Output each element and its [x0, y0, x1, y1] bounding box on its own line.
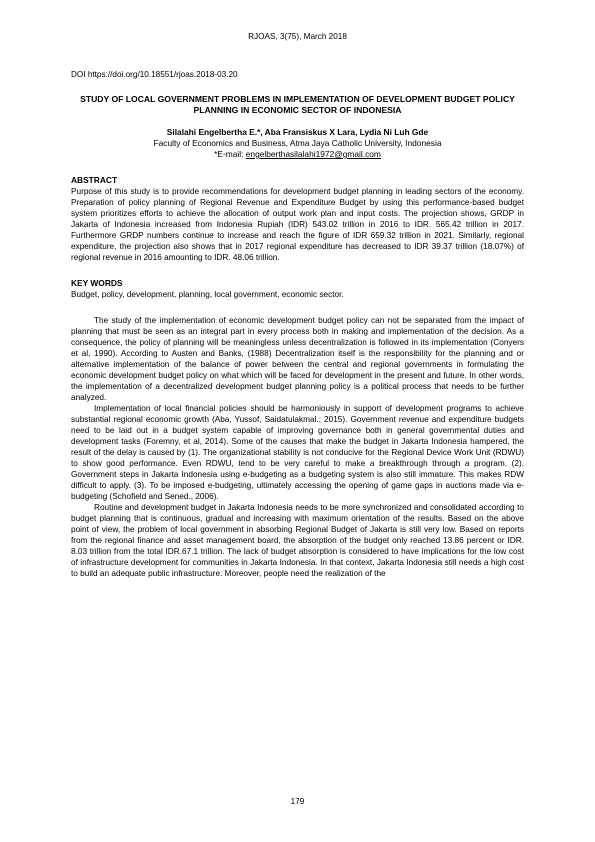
author-list: Silalahi Engelbertha E.*, Aba Fransiskus X Lara, Lydia Ni Luh Gde [166, 127, 429, 137]
doi-line[interactable]: DOI https://doi.org/10.18551/rjoas.2018-03.20 [71, 70, 238, 79]
body-paragraph: Implementation of local financial policies should be harmoniously in support of development programs to achieve substantial regional economic growth (Aba, Yussof, Saidatulakmal.; 2015). Government revenue and expenditure budgets need to be laid out in a budget system capable of improving governance both in general governmental duties and development tasks (Foremny, et al, 2014). Some of the causes that make the budget in Jakarta Indonesia hampered, the result of the delay is caused by (1). The organizational stability is not conducive for the Regional Device Work Unit (RDWU) to show good performance. Even RDWU, tend to be very careful to make a breakthrough through a program. (2). Government steps in Jakarta Indonesia using e-budgeting as a budgeting system is also still immature. This makes RDW difficult to apply. (3). To be imposed e-budgeting, ultimately accessing the opening of game gaps in auctions made via e-budgeting (Schofield and Sened., 2006). [71, 404, 524, 501]
email-link[interactable]: engelberthasilalahi1972@gmail.com [245, 149, 381, 159]
abstract-text: Purpose of this study is to provide recommendations for development budget planning in leading sectors of the economy. Preparation of policy planning of Regional Revenue and Expenditure Budget by using this performance-based budget system prioritizes efforts to achieve the allocation of output work plan and input costs. The projection shows, GRDP in Jakarta of Indonesia increased from Indonesia Rupiah (IDR) 543.02 trillion in 2016 to IDR. 565.42 trillion in 2017. Furthermore GRDP numbers continue to increase and reach the figure of IDR 659.32 trillion in 2021. Similarly, regional expenditure, the projection also shows that in 2017 regional expenditure has decreased to IDR 39.37 trillion (18.07%) of regional revenue in 2016 amounting to IDR. 48.06 trillion. [71, 187, 524, 262]
email-prefix: *E-mail: [214, 149, 246, 159]
body-paragraph: Routine and development budget in Jakarta Indonesia needs to be more synchronized and consolidated according to budget planning that is continuous, gradual and increasing with maximum orientation of the results. Based on the above point of view, the problem of local government in absorbing Regional Budget of Jakarta is still very low. Based on reports from the regional finance and asset management board, the absorption of the budget only reached 13.86 percent or IDR. 8.03 trillion from the total IDR.67.1 trillion. The lack of budget absorption is considered to have implications for the low cost of infrastructure development for communities in Jakarta Indonesia. In that context, Jakarta Indonesia still needs a high cost to build an adequate public infrastructure. Moreover, people need the realization of the [71, 503, 524, 578]
contact-line [71, 149, 524, 160]
affiliation: Faculty of Economics and Business, Atma Jaya Catholic University, Indonesia [153, 138, 442, 148]
keywords-heading: KEY WORDS [71, 278, 123, 288]
body-paragraph: The study of the implementation of economic development budget policy can not be separated from the impact of planning that must be seen as an integral part in every process both in making and implementation of the decision. As a consequence, the policy of planning will be meaningless unless decentralization is followed in its implementation (Conyers et al, 1990). According to Austen and Banks, (1988) Decentralization itself is the responsibility for the planning and or alternative implementation of the balance of power between the central and regional governments in formulating the economic development budget policy on what which will be faced for development in the present and future. In other words, the implementation of a decentralized development budget planning policy is a political process that needs to be further analyzed. [71, 316, 524, 402]
page-content [71, 70, 524, 579]
abstract-heading: ABSTRACT [71, 175, 118, 185]
running-header: RJOAS, 3(75), March 2018 [248, 32, 347, 41]
page-number: 179 [290, 797, 305, 806]
keywords-text: Budget, policy, development, planning, local government, economic sector. [71, 290, 344, 299]
paper-title: STUDY OF LOCAL GOVERNMENT PROBLEMS IN IMPLEMENTATION OF DEVELOPMENT BUDGET POLICY PLANNING IN ECONOMIC SECTOR OF INDONESIA [80, 94, 515, 115]
